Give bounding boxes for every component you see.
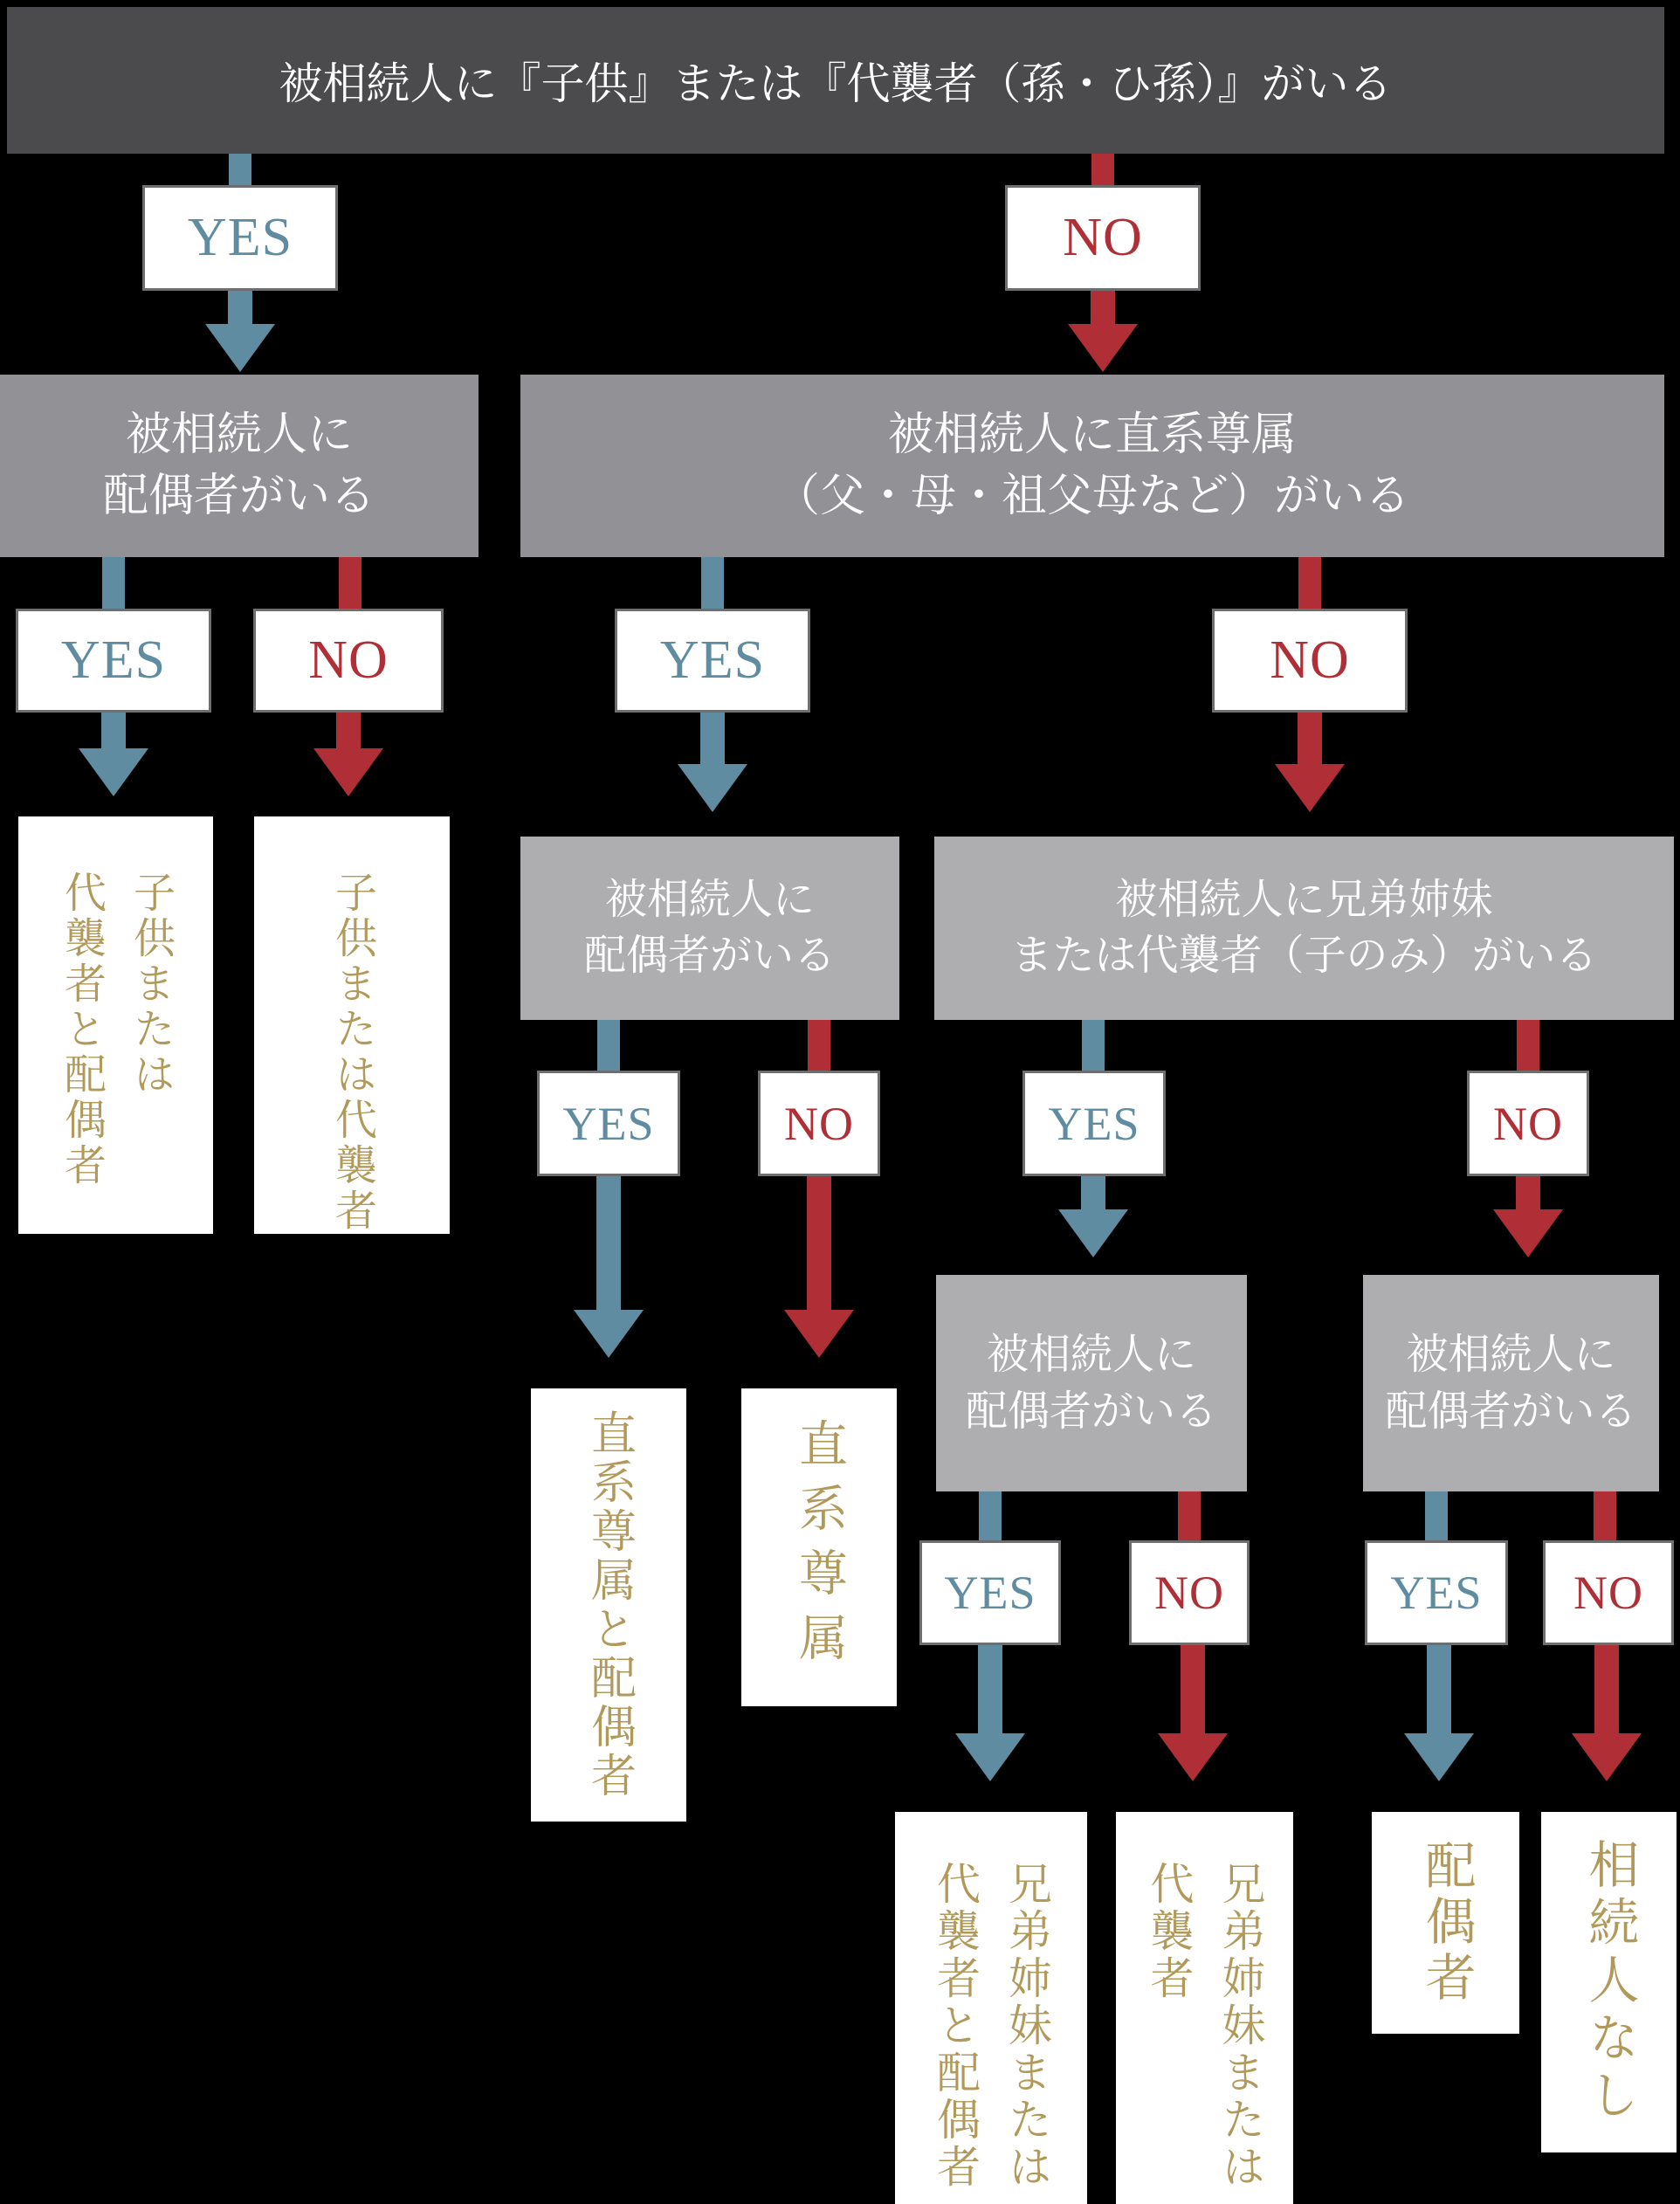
- answer-no-siblings: [1467, 1071, 1589, 1176]
- arrow-last-spouse-no: [1572, 1645, 1642, 1781]
- question-siblings-line1: 被相続人に兄弟姉妹: [1115, 877, 1493, 923]
- question-spouse-after-ascendants-line1: 被相続人に: [604, 877, 815, 923]
- arrow-asc-spouse-yes: [574, 1176, 644, 1358]
- question-siblings-line2: または代襲者（子のみ）がいる: [1010, 933, 1598, 979]
- connector-sib-no-spouse-yes: [1425, 1491, 1448, 1540]
- answer-yes-ascendants-label: YES: [659, 630, 766, 690]
- answer-yes-siblings-label: YES: [1048, 1097, 1140, 1150]
- connector-siblings-yes: [1082, 1020, 1105, 1071]
- question-spouse-sib-yes-line2: 配偶者がいる: [965, 1388, 1217, 1435]
- answer-no-root: [1005, 185, 1201, 291]
- answer-yes-root-label: YES: [187, 208, 293, 267]
- answer-yes-child-spouse: [16, 609, 211, 713]
- question-spouse-sib-yes-line1: 被相続人に: [986, 1332, 1196, 1378]
- arrow-asc-spouse-no: [784, 1176, 854, 1358]
- result-siblings-only-col1: 兄弟姉妹または: [1215, 1861, 1265, 2191]
- question-spouse-after-ascendants-line2: 配偶者がいる: [583, 933, 836, 979]
- result-siblings-only: [1116, 1812, 1293, 2204]
- result-child-and-spouse: [18, 816, 213, 1234]
- result-child-and-spouse-col2: 代襲者と配偶者: [58, 871, 105, 1188]
- answer-no-ascendants: [1212, 609, 1408, 713]
- arrow-root-no: [1068, 291, 1138, 372]
- result-siblings-and-spouse: [895, 1812, 1087, 2204]
- answer-no-ascendants-label: NO: [1270, 630, 1350, 690]
- question-spouse-after-child-line1: 被相続人に: [125, 410, 353, 460]
- result-ascendants-and-spouse: [531, 1388, 686, 1822]
- answer-no-last-spouse: [1543, 1540, 1674, 1645]
- answer-yes-sib-spouse-label: YES: [944, 1567, 1036, 1619]
- answer-yes-sib-spouse: [919, 1540, 1061, 1645]
- answer-no-siblings-label: NO: [1493, 1097, 1563, 1150]
- answer-yes-siblings: [1022, 1071, 1166, 1176]
- connector-ascendants-yes: [701, 557, 724, 609]
- answer-yes-ascendants: [615, 609, 810, 713]
- arrow-ascendants-no: [1275, 713, 1345, 812]
- answer-no-asc-spouse-label: NO: [784, 1097, 854, 1150]
- answer-no-sib-spouse: [1129, 1540, 1250, 1645]
- result-siblings-only-col2: 代襲者: [1144, 1861, 1194, 2002]
- answer-yes-root: [142, 185, 338, 291]
- answer-yes-last-spouse-label: YES: [1390, 1567, 1483, 1619]
- result-no-heir-col1: 相続人なし: [1580, 1838, 1638, 2126]
- connector-child-spouse-no: [339, 557, 361, 609]
- result-no-heir: [1541, 1812, 1677, 2152]
- result-spouse-only-col1: 配偶者: [1417, 1839, 1475, 2007]
- result-ascendants-only: [741, 1388, 897, 1706]
- answer-no-child-spouse: [253, 609, 444, 713]
- result-child-only: [254, 816, 450, 1234]
- question-siblings: [934, 837, 1674, 1020]
- question-spouse-after-ascendants: [520, 837, 899, 1020]
- result-spouse-only: [1372, 1812, 1519, 2034]
- connector-sib-no-spouse-no: [1594, 1491, 1616, 1540]
- arrow-last-spouse-yes: [1404, 1645, 1474, 1781]
- result-child-and-spouse-col1: 子供または: [127, 871, 174, 1098]
- answer-yes-last-spouse: [1365, 1540, 1508, 1645]
- arrow-root-yes: [205, 291, 275, 372]
- question-spouse-after-child-line2: 配偶者がいる: [102, 471, 375, 521]
- question-root-text: 被相続人に『子供』または『代襲者（孫・ひ孫）』がいる: [279, 59, 1393, 108]
- connector-root-no: [1091, 154, 1114, 185]
- connector-sib-yes-spouse-no: [1178, 1491, 1201, 1540]
- result-ascendants-and-spouse-col1: 直系尊属と配偶者: [583, 1409, 634, 1801]
- question-direct-ascendants-line1: 被相続人に直系尊属: [887, 410, 1297, 460]
- connector-siblings-no: [1517, 1020, 1539, 1071]
- arrow-ascendants-yes: [678, 713, 747, 812]
- question-direct-ascendants-line2: （父・母・祖父母など）がいる: [774, 471, 1410, 521]
- answer-no-last-spouse-label: NO: [1573, 1567, 1643, 1619]
- result-siblings-and-spouse-col1: 兄弟姉妹または: [1002, 1861, 1051, 2191]
- arrow-child-spouse-yes: [79, 713, 148, 796]
- answer-no-asc-spouse: [758, 1071, 880, 1176]
- result-siblings-and-spouse-col2: 代襲者と配偶者: [931, 1861, 980, 2191]
- connector-root-yes: [229, 154, 251, 185]
- arrow-child-spouse-no: [313, 713, 383, 796]
- answer-no-child-spouse-label: NO: [308, 630, 389, 690]
- connector-asc-spouse-no: [808, 1020, 830, 1071]
- answer-no-sib-spouse-label: NO: [1154, 1567, 1224, 1619]
- question-spouse-after-child: [0, 375, 479, 557]
- answer-yes-asc-spouse-label: YES: [562, 1097, 655, 1150]
- arrow-siblings-yes: [1058, 1176, 1128, 1257]
- question-spouse-sib-no-line1: 被相続人に: [1406, 1332, 1616, 1378]
- answer-no-root-label: NO: [1063, 208, 1143, 267]
- question-root: [7, 7, 1664, 154]
- arrow-siblings-no: [1493, 1176, 1563, 1257]
- question-direct-ascendants: [520, 375, 1664, 557]
- result-ascendants-only-col1: 直系尊属: [792, 1418, 846, 1677]
- connector-sib-yes-spouse-yes: [979, 1491, 1002, 1540]
- question-spouse-sib-no-line2: 配偶者がいる: [1385, 1388, 1637, 1435]
- answer-yes-child-spouse-label: YES: [60, 630, 167, 690]
- arrow-sib-spouse-no: [1158, 1645, 1228, 1781]
- question-spouse-sib-no: [1363, 1275, 1659, 1491]
- connector-ascendants-no: [1298, 557, 1321, 609]
- connector-child-spouse-yes: [102, 557, 125, 609]
- connector-asc-spouse-yes: [597, 1020, 620, 1071]
- arrow-sib-spouse-yes: [955, 1645, 1025, 1781]
- answer-yes-asc-spouse: [537, 1071, 680, 1176]
- result-child-only-col1: 子供または代襲者: [328, 871, 375, 1234]
- question-spouse-sib-yes: [936, 1275, 1247, 1491]
